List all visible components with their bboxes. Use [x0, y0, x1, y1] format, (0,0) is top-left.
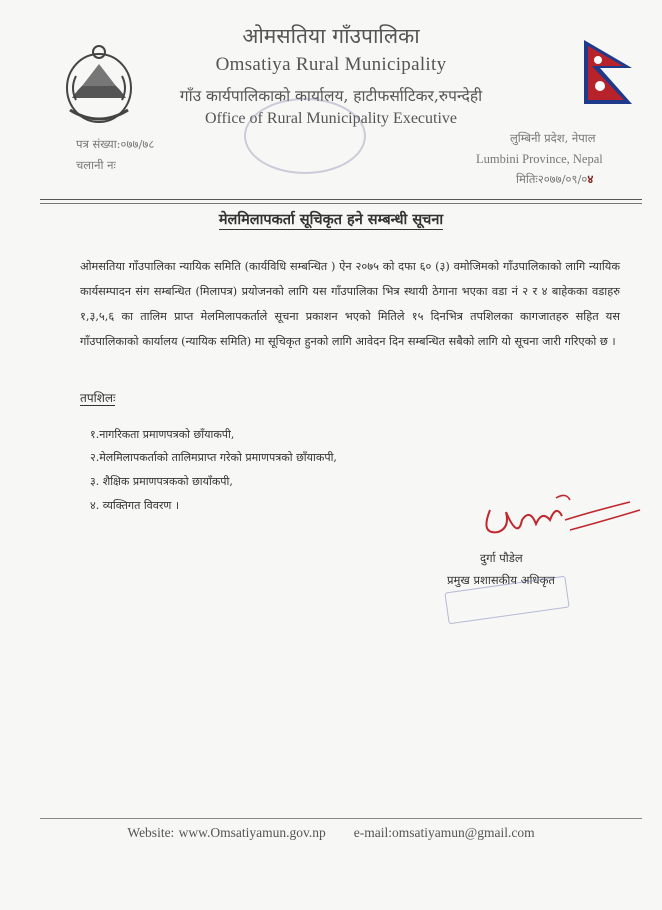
footer-email: e-mail:omsatiyamun@gmail.com	[353, 825, 535, 840]
municipality-name-nepali: ओमसतिया गाँउपालिका	[242, 24, 420, 48]
date-handwritten-digit: ४	[587, 172, 594, 186]
dispatch-number: चलानी नः	[76, 158, 116, 172]
municipality-name-english: Omsatiya Rural Municipality	[215, 54, 447, 75]
header-divider	[40, 199, 642, 200]
list-item: २.मेलमिलापकर्ताको तालिमप्राप्त गरेको प्रमाणपत्रको छाँयाकपी,	[90, 451, 337, 464]
footer-divider	[40, 818, 642, 819]
office-name-english: Office of Rural Municipality Executive	[204, 110, 458, 127]
province-nepali: लुम्बिनी प्रदेश, नेपाल	[510, 131, 596, 145]
signatory-title: प्रमुख प्रशासकीय अधिकृत	[447, 573, 555, 587]
notice-title: मेलमिलापकर्ता सूचिकृत हने सम्बन्धी सूचना	[218, 211, 444, 228]
letter-date	[516, 172, 593, 187]
letter-number: पत्र संख्या:०७७/७८	[76, 137, 155, 151]
signatory-name: दुर्गा पौडेल	[480, 551, 523, 565]
office-seal-stamp	[244, 98, 366, 174]
footer-website: Website: www.Omsatiyamun.gov.np	[127, 825, 326, 840]
list-item: ४. व्यक्तिगत विवरण ।	[90, 499, 180, 512]
list-item: १.नागरिकता प्रमाणपत्रको छाँयाकपी,	[90, 428, 235, 441]
notice-body: ओमसतिया गाँउपालिका न्यायिक समिति (कार्यविधि सम्बन्धित ) ऐन २०७५ को दफा ६० (३) वमोजिमको गाँउपालिकाको लागि न्यायिक कार्यसम्पादन संग सम्बन्धित (मिलापत्र) प्रयोजनको लागि यस गाँउपालिका भित्र स्थायी ठेगाना भएका वडा नं २ र ४ बाहेकका वडाहरु १,३,५,६ का तालिम प्राप्त मेलमिलापकर्ताले सूचना प्रकाशन भएको मितिले १५ दिनभित्र तपशिलका कागजातहरु सहित यस गाँउपालिकाको कार्यालय (न्यायिक समिति) मा सूचिकृत हुनको लागि आवेदन दिन सम्बन्धित सबैको लागि यो सूचना जारी गरिएको छ ।	[80, 260, 620, 348]
office-address-nepali: गाँउ कार्यपालिकाको कार्यालय, हाटीफर्साटिकर,रुपन्देही	[179, 87, 483, 105]
header-divider-secondary	[40, 203, 642, 204]
list-item: ३. शैक्षिक प्रमाणपत्रकको छायाँकपी,	[90, 475, 233, 488]
footer-contact	[0, 825, 662, 841]
list-heading: तपशिलः	[80, 391, 116, 405]
province-english: Lumbini Province, Nepal	[476, 152, 603, 166]
date-label: मितिः२०७७/०९/०	[516, 172, 588, 186]
handwritten-signature	[470, 490, 645, 550]
